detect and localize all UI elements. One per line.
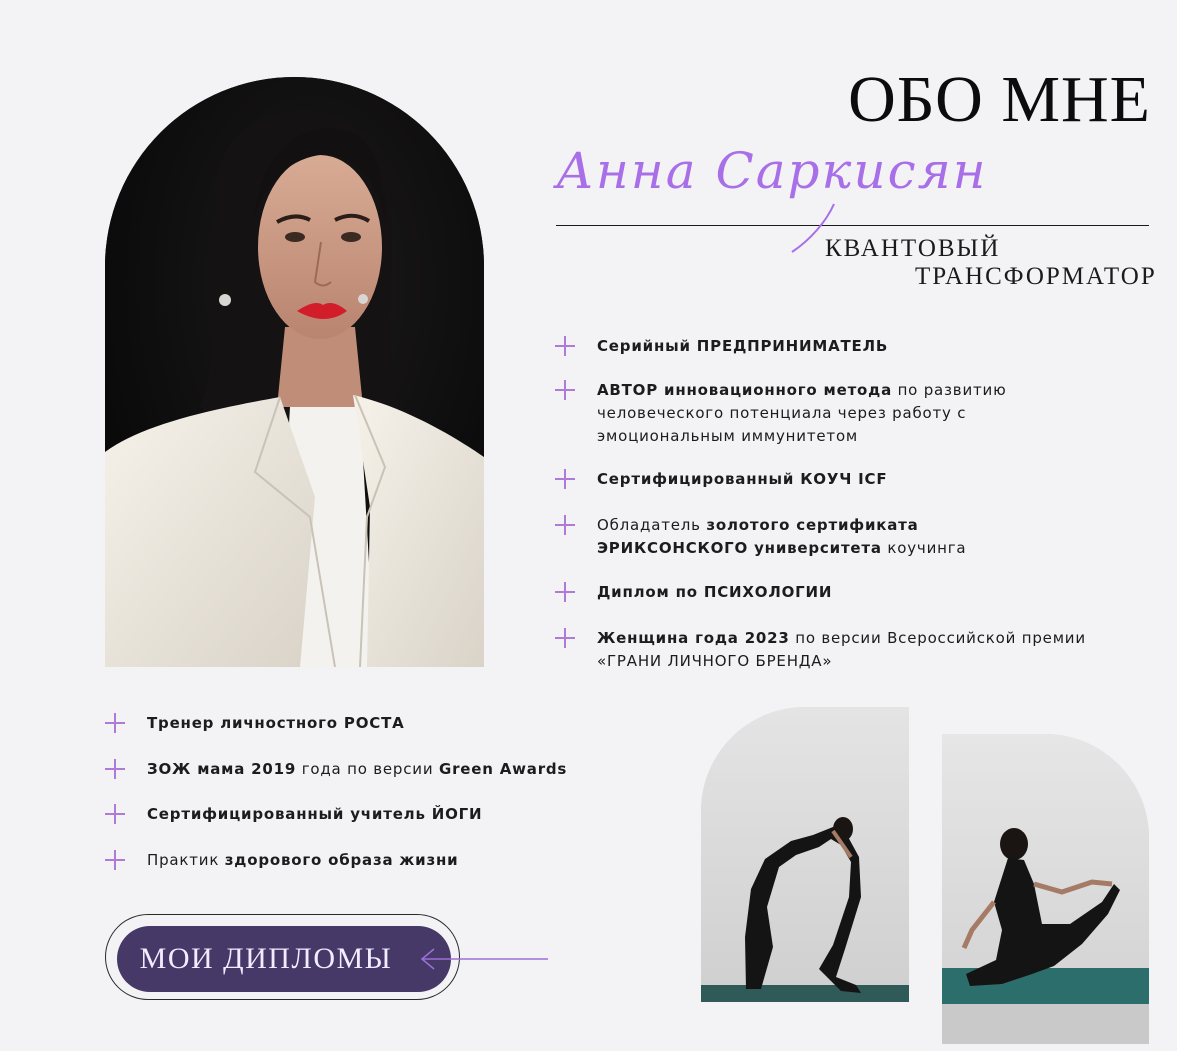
plus-icon — [555, 469, 575, 489]
plus-icon — [555, 515, 575, 535]
list-item — [105, 849, 665, 872]
plus-icon — [555, 380, 575, 400]
bullet-text: Обладатель золотого сертификата ЭРИКСОНСКОГО университета коучинга — [597, 516, 967, 557]
plus-icon — [105, 759, 125, 779]
person-name: Анна Саркисян — [556, 142, 988, 200]
bullet-text: Тренер личностного РОСТА — [147, 714, 405, 732]
bullet-text: Сертифицированный КОУЧ ICF — [597, 470, 888, 488]
yoga-photo-backbend — [701, 707, 909, 1002]
plus-icon — [105, 804, 125, 824]
subtitle-line-2: ТРАНСФОРМАТОР — [915, 263, 1157, 290]
yoga-photo-seated-stretch — [942, 734, 1149, 1044]
diplomas-button[interactable] — [117, 926, 451, 992]
list-item — [105, 803, 665, 826]
list-item — [555, 581, 1115, 604]
portrait-photo — [105, 77, 484, 667]
arrow-left-icon — [418, 945, 550, 973]
plus-icon — [105, 713, 125, 733]
subtitle-line-1: КВАНТОВЫЙ — [825, 235, 1001, 262]
list-item — [555, 468, 1115, 491]
list-item — [105, 758, 685, 781]
plus-icon — [555, 336, 575, 356]
list-item — [555, 379, 1115, 448]
diplomas-button-label: МОИ ДИПЛОМЫ — [139, 942, 393, 975]
list-item — [555, 335, 1115, 358]
bullet-text: Женщина года 2023 по версии Всероссийской премии «ГРАНИ ЛИЧНОГО БРЕНДА» — [597, 629, 1086, 670]
bullet-text: Диплом по ПСИХОЛОГИИ — [597, 583, 833, 601]
bullet-text: ЗОЖ мама 2019 года по версии Green Awards — [147, 760, 568, 778]
page-title: ОБО МНЕ — [848, 63, 1151, 136]
plus-icon — [555, 628, 575, 648]
plus-icon — [105, 850, 125, 870]
plus-icon — [555, 582, 575, 602]
list-item — [555, 627, 1115, 673]
bullet-text: АВТОР инновационного метода по развитию человеческого потенциала через работу с эмоциональным иммунитетом — [597, 381, 1007, 445]
list-item — [555, 514, 1115, 560]
bullet-text: Серийный ПРЕДПРИНИМАТЕЛЬ — [597, 337, 889, 355]
list-item — [105, 712, 665, 735]
bullet-text: Сертифицированный учитель ЙОГИ — [147, 805, 483, 823]
bullet-text: Практик здорового образа жизни — [147, 851, 459, 869]
